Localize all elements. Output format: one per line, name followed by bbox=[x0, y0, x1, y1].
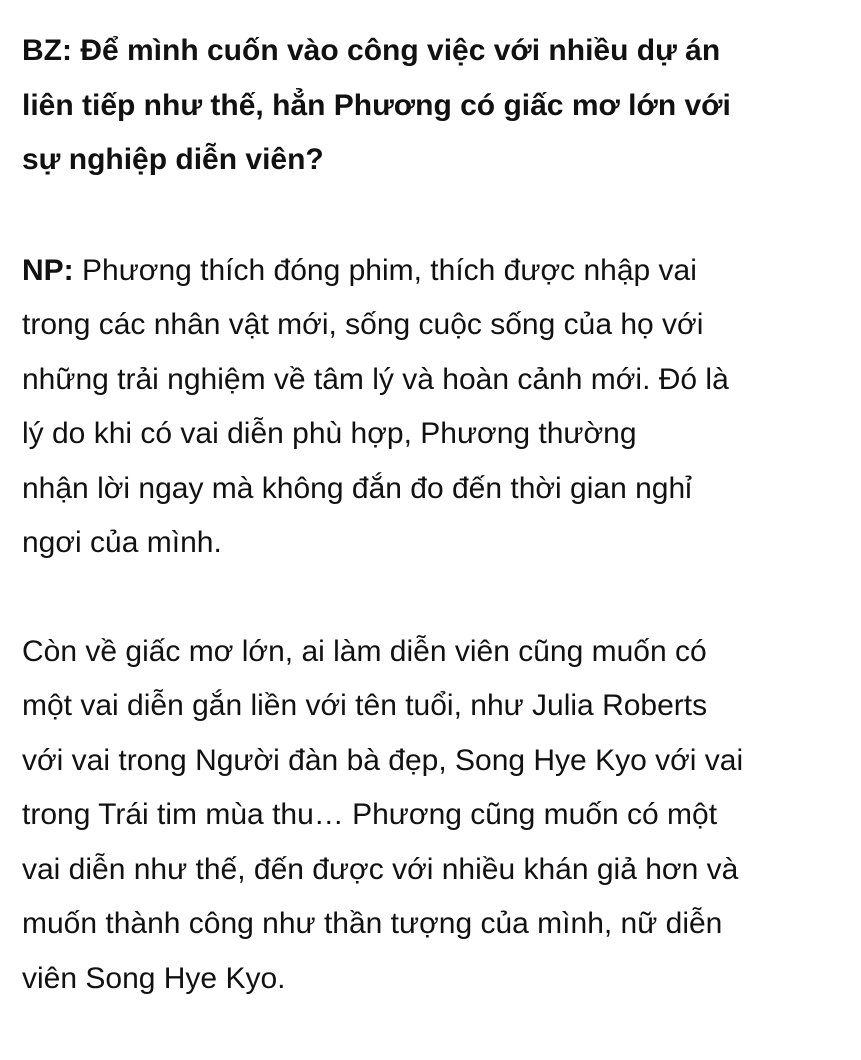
paragraph-line: với vai trong Người đàn bà đẹp, Song Hye Kyo với vai bbox=[22, 743, 744, 777]
article-body bbox=[22, 24, 842, 1060]
answer-line: những trải nghiệm về tâm lý và hoàn cảnh mới. Đó là bbox=[22, 362, 729, 396]
question-line: liên tiếp như thế, hẳn Phương có giấc mơ lớn với bbox=[22, 88, 731, 122]
answer-first-line bbox=[22, 244, 842, 299]
paragraph-line: muốn thành công như thần tượng của mình, nữ diễn bbox=[22, 907, 723, 940]
paragraph-line: một vai diễn gắn liền với tên tuổi, như Julia Roberts bbox=[22, 689, 708, 722]
paragraph-line: vai diễn như thế, đến được với nhiều khán giả hơn và bbox=[22, 852, 739, 886]
question-line: BZ: Để mình cuốn vào công việc với nhiều dự án bbox=[22, 34, 721, 67]
interview-question bbox=[22, 24, 842, 188]
answer-line: lý do khi có vai diễn phù hợp, Phương thường bbox=[22, 417, 637, 450]
answer-line: ngơi của mình. bbox=[22, 526, 222, 559]
paragraph-line: trong Trái tim mùa thu… Phương cũng muốn có một bbox=[22, 798, 718, 831]
answer-paragraph bbox=[22, 625, 842, 1007]
answer-line-text: Phương thích đóng phim, thích được nhập vai bbox=[73, 253, 697, 287]
answer-line: trong các nhân vật mới, sống cuộc sống của họ với bbox=[22, 308, 704, 341]
paragraph-line: viên Song Hye Kyo. bbox=[22, 961, 286, 995]
interview-answer bbox=[22, 244, 842, 571]
paragraph-line: Còn về giấc mơ lớn, ai làm diễn viên cũng muốn có bbox=[22, 634, 707, 668]
answer-line: nhận lời ngay mà không đắn đo đến thời gian nghỉ bbox=[22, 471, 692, 505]
question-line: sự nghiệp diễn viên? bbox=[22, 143, 324, 176]
speaker-label: NP: bbox=[22, 253, 74, 287]
